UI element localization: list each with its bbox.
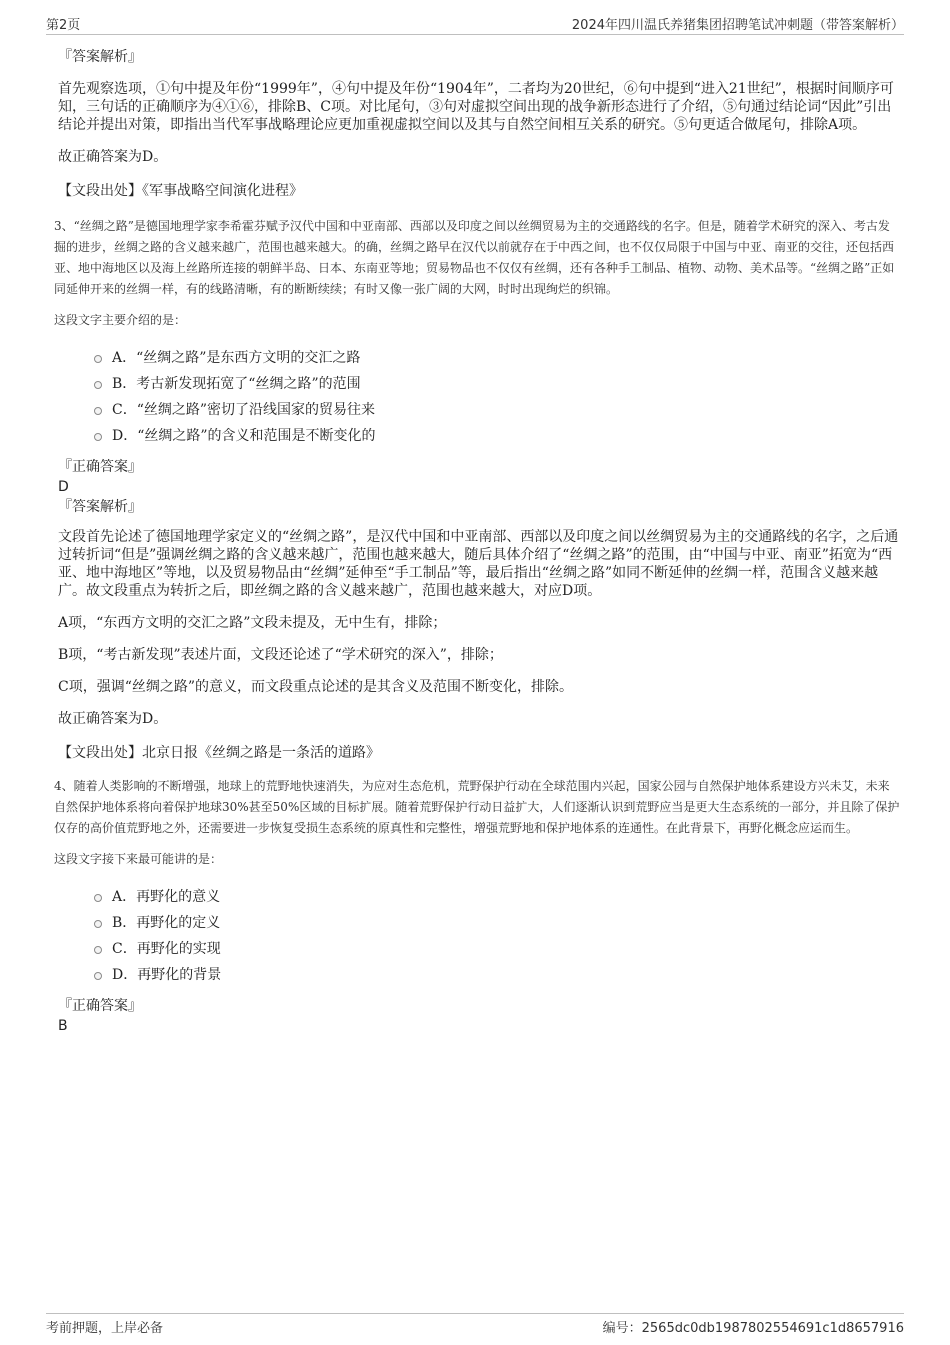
radio-button[interactable] <box>94 381 102 389</box>
question-4-text: 4、随着人类影响的不断增强，地球上的荒野地快速消失，为应对生态危机，荒野保护行动在全球范围内兴起，国家公园与自然保护地体系建设方兴未艾，未来自然保护地体系将向着保护地球30%甚至50%区域的目标扩展。随着荒野保护行动日益扩大，人们逐渐认识到荒野应当是更大生态系统的一部分，并且除了保护仅存的高价值荒野地之外，还需要进一步恢复受损生态系统的原真性和完整性，增强荒野地和保护地体系的连通性。在此背景下，再野化概念应运而生。 <box>54 779 900 835</box>
option-label: B．再野化的定义 <box>112 915 221 931</box>
page-footer <box>46 1313 904 1334</box>
option-label: C．再野化的实现 <box>112 941 221 957</box>
correct-answer-label: 『正确答案』 <box>58 459 142 475</box>
analysis-paragraph: B项，“考古新发现”表述片面，文段还论述了“学术研究的深入”，排除； <box>58 647 503 663</box>
option-b[interactable] <box>94 370 900 396</box>
document-title: 2024年四川温氏养猪集团招聘笔试冲刺题（带答案解析） <box>571 18 904 33</box>
option-label: B．考古新发现拓宽了“丝绸之路”的范围 <box>112 376 361 392</box>
option-label: A．再野化的意义 <box>112 889 221 905</box>
question-4-options <box>94 883 900 987</box>
page-header <box>46 12 904 35</box>
option-d[interactable] <box>94 961 900 987</box>
correct-answer: D <box>58 479 69 495</box>
footer-slogan: 考前押题，上岸必备 <box>46 1321 164 1336</box>
question-4-prompt: 这段文字接下来最可能讲的是： <box>54 852 223 866</box>
radio-button[interactable] <box>94 407 102 415</box>
analysis-paragraph: C项，强调“丝绸之路”的意义，而文段重点论述的是其含义及范围不断变化，排除。 <box>58 679 574 695</box>
passage-source: 【文段出处】北京日报《丝绸之路是一条活的道路》 <box>58 745 380 761</box>
analysis-paragraph: A项，“东西方文明的交汇之路”文段未提及，无中生有，排除； <box>58 615 447 631</box>
question-3-options <box>94 344 900 448</box>
analysis-paragraph: 文段首先论述了德国地理学家定义的“丝绸之路”，是汉代中国和中亚南部、西部以及印度之间以丝绸贸易为主的交通路线的名字，之后通过转折词“但是”强调丝绸之路的含义越来越广，范围也越来越大，随后具体介绍了“丝绸之路”的范围，由“中国与中亚、南亚”拓宽为“西亚、地中海地区”等地，以及贸易物品由“丝绸”延伸至“手工制品”等，最后指出“丝绸之路”如同不断延伸的丝绸一样，范围含义越来越广。故文段重点为转折之后，即丝绸之路的含义越来越广，范围也越来越大，对应D项。 <box>58 529 899 599</box>
option-label: C．“丝绸之路”密切了沿线国家的贸易往来 <box>112 402 376 418</box>
option-c[interactable] <box>94 396 900 422</box>
option-label: D．再野化的背景 <box>112 967 222 983</box>
option-a[interactable] <box>94 883 900 909</box>
option-b[interactable] <box>94 909 900 935</box>
passage-source: 【文段出处】《军事战略空间演化进程》 <box>58 183 303 199</box>
option-label: A．“丝绸之路”是东西方文明的交汇之路 <box>112 350 361 366</box>
radio-button[interactable] <box>94 355 102 363</box>
radio-button[interactable] <box>94 894 102 902</box>
analysis-conclusion: 故正确答案为D。 <box>58 149 168 165</box>
radio-button[interactable] <box>94 946 102 954</box>
option-a[interactable] <box>94 344 900 370</box>
correct-answer: B <box>58 1018 68 1034</box>
analysis-conclusion: 故正确答案为D。 <box>58 711 168 727</box>
document-id: 编号：2565dc0db1987802554691c1d8657916 <box>602 1321 904 1336</box>
analysis-label: 『答案解析』 <box>58 49 142 65</box>
option-d[interactable] <box>94 422 900 448</box>
question-3-text: 3、“丝绸之路”是德国地理学家李希霍芬赋予汉代中国和中亚南部、西部以及印度之间以丝绸贸易为主的交通路线的名字。但是，随着学术研究的深入、考古发掘的进步，丝绸之路的含义越来越广，范围也越来越大。的确，丝绸之路早在汉代以前就存在于中西之间，也不仅仅局限于中国与中亚、南亚的交往，还包括西亚、地中海地区以及海上丝路所连接的朝鲜半岛、日本、东南亚等地；贸易物品也不仅仅有丝绸，还有各种手工制品、植物、动物、美术品等。“丝绸之路”正如同延伸开来的丝绸一样，有的线路清晰，有的断断续续；有时又像一张广阔的大网，时时出现绚烂的织锦。 <box>54 219 895 296</box>
analysis-paragraph: 首先观察选项，①句中提及年份“1999年”，④句中提及年份“1904年”，二者均为20世纪，⑥句中提到“进入21世纪”，根据时间顺序可知，三句话的正确顺序为④①⑥，排除B、C项。对比尾句，③句对虚拟空间出现的战争新形态进行了介绍，⑤句通过结论词“因此”引出结论并提出对策，即指出当代军事战略理论应更加重视虚拟空间以及其与自然空间相互关系的研究。⑤句更适合做尾句，排除A项。 <box>58 81 894 133</box>
question-3-prompt: 这段文字主要介绍的是： <box>54 313 187 327</box>
radio-button[interactable] <box>94 972 102 980</box>
analysis-label: 『答案解析』 <box>58 499 142 515</box>
page-number: 第2页 <box>46 18 81 33</box>
correct-answer-label: 『正确答案』 <box>58 998 142 1014</box>
radio-button[interactable] <box>94 433 102 441</box>
option-label: D．“丝绸之路”的含义和范围是不断变化的 <box>112 428 376 444</box>
radio-button[interactable] <box>94 920 102 928</box>
page-content <box>54 46 900 1035</box>
option-c[interactable] <box>94 935 900 961</box>
